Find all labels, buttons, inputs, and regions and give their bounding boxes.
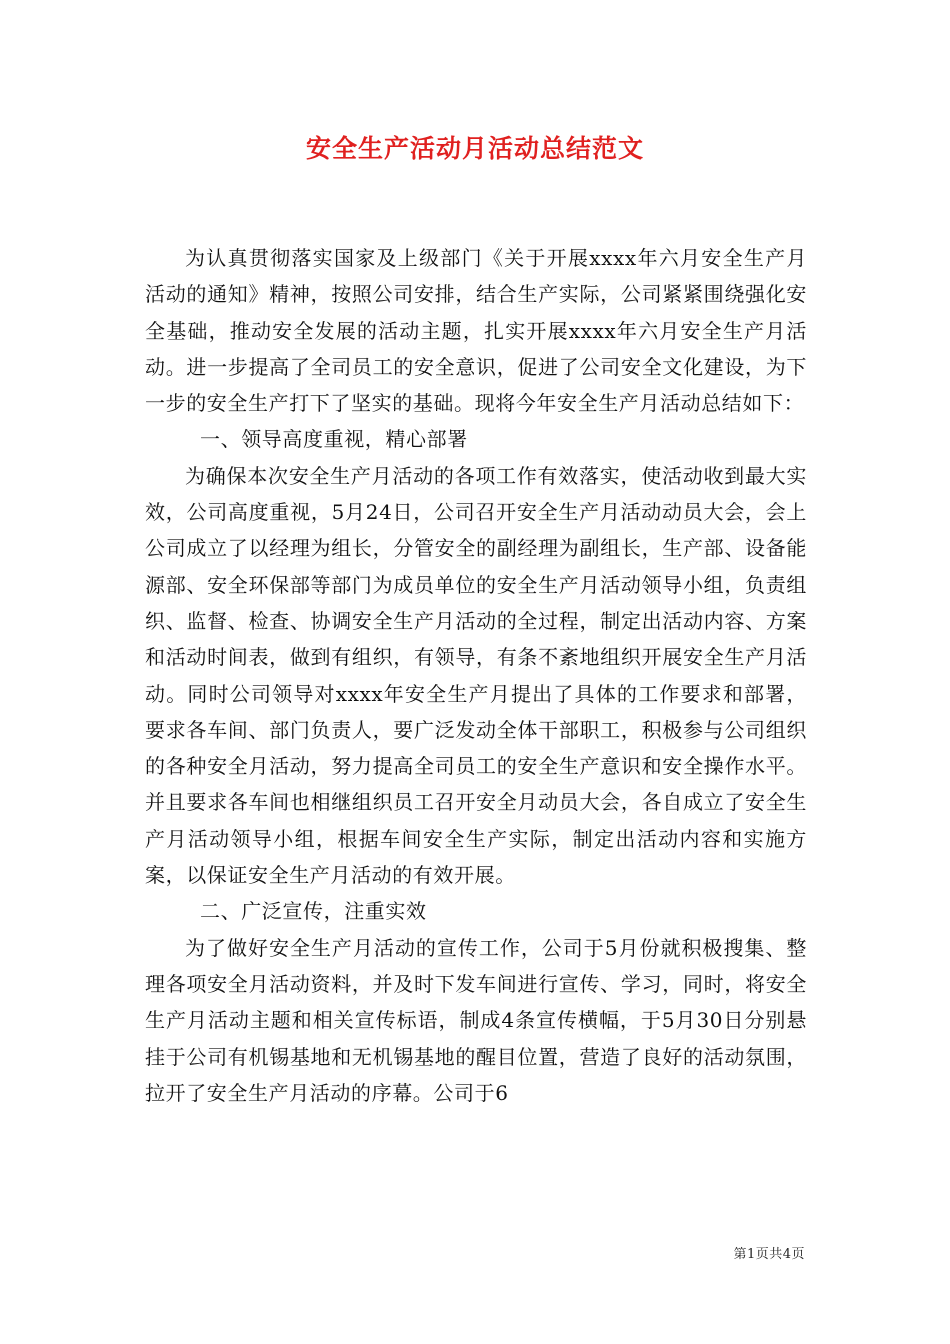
- document-title: 安全生产活动月活动总结范文: [305, 134, 644, 163]
- section-2-paragraph: 为了做好安全生产月活动的宣传工作，公司于5月份就积极搜集、整理各项安全月活动资料，并及时下发车间进行宣传、学习，同时，将安全生产月活动主题和相关宣传标语，制成4条宣传横幅，于5月30日分别悬挂于公司有机锡基地和无机锡基地的醒目位置，营造了良好的活动氛围，拉开了安全生产月活动的序幕。公司于6: [145, 935, 807, 1105]
- document-body: [145, 240, 807, 1111]
- section-heading-1: 一、领导高度重视，精心部署: [200, 427, 468, 452]
- section-1-paragraph: 为确保本次安全生产月活动的各项工作有效落实，使活动收到最大实效，公司高度重视，5月24日，公司召开安全生产月活动动员大会，会上公司成立了以经理为组长，分管安全的副经理为副组长，生产部、设备能源部、安全环保部等部门为成员单位的安全生产月活动领导小组，负责组织、监督、检查、协调安全生产月活动的全过程，制定出活动内容、方案和活动时间表，做到有组织，有领导，有条不紊地组织开展安全生产月活动。同时公司领导对xxxx年安全生产月提出了具体的工作要求和部署，要求各车间、部门负责人，要广泛发动全体干部职工，积极参与公司组织的各种安全月活动，努力提高全司员工的安全生产意识和安全操作水平。并且要求各车间也相继组织员工召开安全月动员大会，各自成立了安全生产月活动领导小组，根据车间安全生产实际，制定出活动内容和实施方案，以保证安全生产月活动的有效开展。: [145, 463, 807, 888]
- intro-paragraph: 为认真贯彻落实国家及上级部门《关于开展xxxx年六月安全生产月活动的通知》精神，按照公司安排，结合生产实际，公司紧紧围绕强化安全基础，推动安全发展的活动主题，扎实开展xxxx年六月安全生产月活动。进一步提高了全司员工的安全意识，促进了公司安全文化建设，为下一步的安全生产打下了坚实的基础。现将今年安全生产月活动总结如下：: [145, 246, 807, 416]
- page-number-footer: 第1页共4页: [733, 1247, 805, 1262]
- section-heading-2: 二、广泛宣传，注重实效: [200, 899, 427, 924]
